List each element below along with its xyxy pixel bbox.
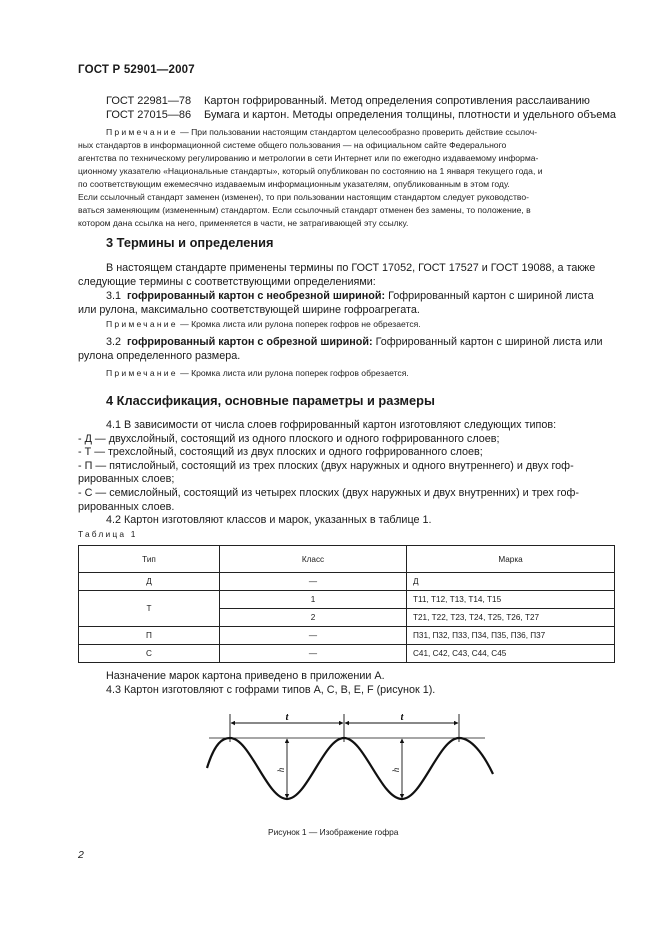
table-row	[79, 627, 615, 645]
flute-wave	[207, 738, 493, 799]
table-header-cell: Марка	[407, 546, 615, 573]
note-line: ционному указателю «Национальные стандарты», который опубликован по состоянию на 1 января текущего года, и	[78, 166, 543, 176]
note-line: по соответствующим ежемесячно издаваемым информационным указателям, опубликованным в этом году.	[78, 179, 510, 189]
term-name: гофрированный картон с необрезной шириной:	[127, 290, 386, 302]
reference-code: ГОСТ 22981—78	[106, 95, 192, 107]
document-header: ГОСТ Р 52901—2007	[78, 64, 195, 76]
term-3-1-note: Примечание — Кромка листа или рулона поперек гофров не обрезается.	[106, 319, 421, 329]
note-line: Если ссылочный стандарт заменен (изменен), то при пользовании настоящим стандартом следует руководство-	[78, 192, 529, 202]
table-header-cell: Класс	[220, 546, 407, 573]
section-4-heading: 4 Классификация, основные параметры и размеры	[106, 393, 435, 408]
term-3-2: 3.2 гофрированный картон с обрезной шириной: Гофрированный картон с шириной листа или рулона определенного размера.	[78, 336, 603, 362]
section-3-intro: В настоящем стандарте применены термины по ГОСТ 17052, ГОСТ 17527 и ГОСТ 19088, а также следующие термины с соответствующими определениями:	[78, 262, 596, 288]
reference-gost-22981	[106, 95, 590, 107]
page-number: 2	[78, 849, 84, 861]
note-line: ных стандартов в информационной системе общего пользования — на официальном сайте Федерального	[78, 140, 507, 150]
flute-figure	[195, 708, 505, 812]
list-item: рированных слоев.	[78, 500, 175, 513]
note-label: Примечание	[106, 127, 178, 137]
list-item: рированных слоев;	[78, 473, 175, 486]
table-cell-class: —	[220, 573, 407, 591]
height-label: h	[391, 767, 401, 773]
table-cell-type: П	[79, 627, 220, 645]
reference-code: ГОСТ 27015—86	[106, 109, 192, 121]
height-label: h	[276, 767, 286, 773]
table-row	[79, 591, 615, 609]
note-line: котором дана ссылка на него, применяется в части, не затрагивающей эту ссылку.	[78, 218, 409, 228]
section-4-types: 4.1 В зависимости от числа слоев гофрированный картон изготовляют следующих типов: - Д — двухслойный, состоящий из одного плоского и одного гофрированного слоев; - Т — трехслойный, состоящий из двух плоских и одного гофрированного слоев; - П — пятислойный, состоящий из трех плоских (двух наружных и одного внутреннего) и двух гоф- рированных слоев; - С — семислойный, состоящий из четырех плоских (двух наружных и двух внутренних) и трех гоф- рированных слоев. 4.2 Картон изготовляют классов и марок, указанных в таблице 1.	[78, 419, 614, 528]
reference-title: Картон гофрированный. Метод определения сопротивления расслаиванию	[204, 95, 590, 107]
table-cell-class: 2	[220, 609, 407, 627]
section-3-heading: 3 Термины и определения	[106, 235, 274, 250]
table-row	[79, 573, 615, 591]
figure-caption: Рисунок 1 — Изображение гофра	[268, 827, 399, 837]
after-table-text: Назначение марок картона приведено в приложении А. 4.3 Картон изготовляют с гофрами типов A, C, B, E, F (рисунок 1).	[106, 670, 436, 696]
table-cell-class: —	[220, 627, 407, 645]
list-item: - Д — двухслойный, состоящий из одного плоского и одного гофрированного слоев;	[78, 432, 500, 445]
table-label: Таблица 1	[78, 529, 138, 539]
table-header-row	[79, 546, 615, 573]
term-name: гофрированный картон с обрезной шириной:	[127, 336, 373, 348]
table-cell-type: Т	[79, 591, 220, 627]
pitch-label: t	[400, 712, 404, 723]
table-row	[79, 645, 615, 663]
table-cell-marks: Т21, Т22, Т23, Т24, Т25, Т26, Т27	[407, 609, 615, 627]
table-cell-type: С	[79, 645, 220, 663]
table-cell-marks: Т11, Т12, Т13, Т14, Т15	[407, 591, 615, 609]
table-header-cell: Тип	[79, 546, 220, 573]
note-line: агентства по техническому регулированию и метрологии в сети Интернет или по ежегодно издаваемому информа-	[78, 153, 539, 163]
table-cell-marks: Д	[407, 573, 615, 591]
table-cell-marks: П31, П32, П33, П34, П35, П36, П37	[407, 627, 615, 645]
pitch-label: t	[285, 712, 289, 723]
table-cell-class: 1	[220, 591, 407, 609]
list-item: - П — пятислойный, состоящий из трех плоских (двух наружных и одного внутреннего) и двух гоф-	[78, 459, 574, 472]
table-cell-class: —	[220, 645, 407, 663]
reference-title: Бумага и картон. Методы определения толщины, плотности и удельного объема	[204, 109, 617, 121]
table-cell-marks: С41, С42, С43, С44, С45	[407, 645, 615, 663]
grades-table	[78, 545, 615, 663]
note-line: ваться заменяющим (измененным) стандартом. Если ссылочный стандарт отменен без замены, то положение, в	[78, 205, 531, 215]
term-3-1: 3.1 гофрированный картон с необрезной шириной: Гофрированный картон с шириной листа или рулона, максимально соответствующей ширине гофроагрегата.	[78, 290, 594, 316]
table-cell-type: Д	[79, 573, 220, 591]
reference-gost-27015	[106, 109, 616, 121]
list-item: - С — семислойный, состоящий из четырех плоских (двух наружных и двух внутренних) и трех гоф-	[78, 486, 580, 499]
reference-note: Примечание — При пользовании настоящим стандартом целесообразно проверить действие ссылоч- ных стандартов в информационной системе общего пользования — на официальном сайте Федерального агентства по техническому регулированию и метрологии в сети Интернет или по ежегодно издаваемому информа- ционному указателю «Национальные стандарты», который опубликован по состоянию на 1 января текущего года, и по соответствующим ежемесячно издаваемым информационным указателям, опубликованным в этом году. Если ссылочный стандарт заменен (изменен), то при пользовании настоящим стандартом следует руководство- ваться заменяющим (измененным) стандартом. Если ссылочный стандарт отменен без замены, то положение, в котором дана ссылка на него, применяется в части, не затрагивающей эту ссылку.	[78, 126, 614, 230]
list-item: - Т — трехслойный, состоящий из двух плоских и одного гофрированного слоев;	[78, 446, 483, 459]
term-3-2-note: Примечание — Кромка листа или рулона поперек гофров обрезается.	[106, 368, 409, 378]
